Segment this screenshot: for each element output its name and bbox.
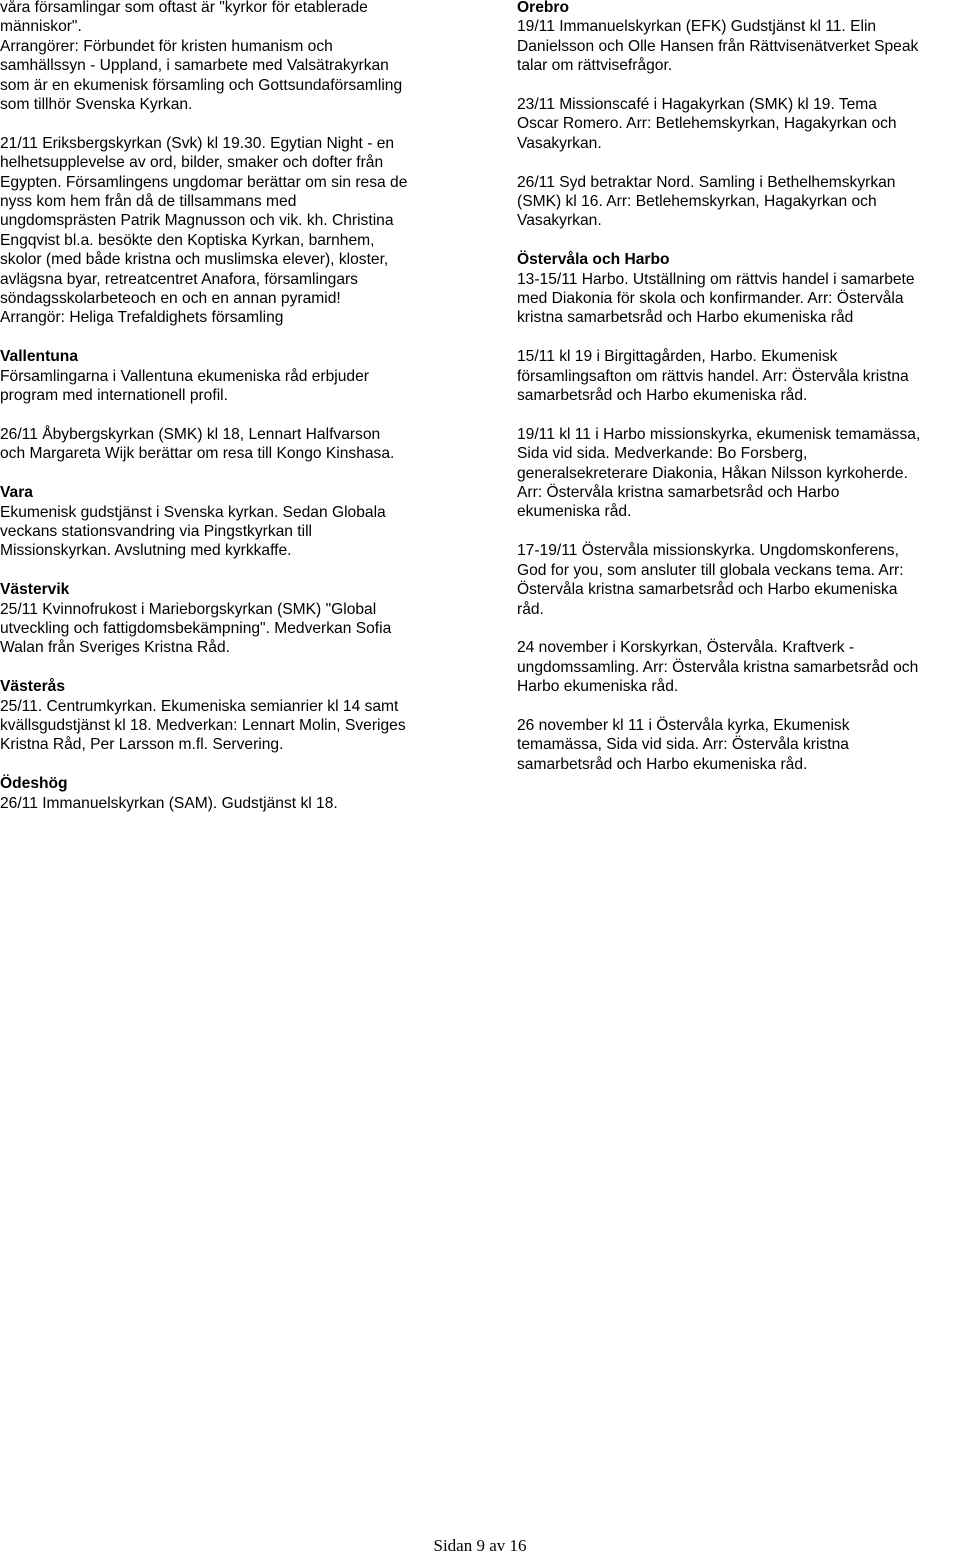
event-paragraph (0, 347, 448, 405)
text-line: Vasakyrkan. (517, 134, 602, 152)
event-paragraph (0, 0, 448, 114)
text-line: med Diakonia för skola och konfirmander. Arr: Östervåla (517, 290, 904, 308)
text-line: Danielsson och Olle Hansen från Rättvisenätverket Speak (517, 37, 919, 55)
event-paragraph (517, 0, 957, 76)
text-line: samarbetsråd och Harbo ekumeniska råd. (517, 755, 808, 773)
text-line: Missionskyrkan. Avslutning med kyrkkaffe. (0, 542, 292, 560)
text-line: 15/11 kl 19 i Birgittagården, Harbo. Ekumenisk (517, 348, 838, 366)
text-line: 23/11 Missionscafé i Hagakyrkan (SMK) kl 19. Tema (517, 96, 877, 114)
event-paragraph (0, 774, 448, 813)
event-paragraph (517, 638, 957, 696)
text-line: Vasakyrkan. (517, 212, 602, 230)
right-column (517, 0, 957, 794)
section-heading: Västervik (0, 581, 70, 599)
text-line: Ekumenisk gudstjänst i Svenska kyrkan. Sedan Globala (0, 503, 386, 521)
section-heading: Vara (0, 484, 33, 502)
event-paragraph (0, 483, 448, 561)
text-line: God for you, som ansluter till globala veckans tema. Arr: (517, 561, 904, 579)
text-line: helhetsupplevelse av ord, bilder, smaker och dofter från (0, 154, 384, 172)
section-heading: Vallentuna (0, 348, 78, 366)
text-line: Sida vid sida. Medverkande: Bo Forsberg, (517, 445, 808, 463)
text-line: Harbo ekumeniska råd. (517, 678, 679, 696)
text-line: som tillhör Svenska Kyrkan. (0, 96, 193, 114)
text-line: Kristna Råd, Per Larsson m.fl. Servering. (0, 736, 284, 754)
text-line: 19/11 kl 11 i Harbo missionskyrka, ekumenisk temamässa, (517, 425, 921, 443)
text-line: (SMK) kl 16. Arr: Betlehemskyrkan, Hagakyrkan och (517, 193, 877, 211)
text-line: 24 november i Korskyrkan, Östervåla. Kraftverk - (517, 639, 855, 657)
text-line: råd. (517, 600, 544, 618)
text-line: ungdomssamling. Arr: Östervåla kristna samarbetsråd och (517, 658, 919, 676)
text-line: Arrangörer: Förbundet för kristen humanism och (0, 37, 333, 55)
text-line: program med internationell profil. (0, 387, 228, 405)
text-line: veckans stationsvandring via Pingstkyrkan till (0, 522, 313, 540)
event-paragraph (517, 347, 957, 405)
text-line: 26/11 Syd betraktar Nord. Samling i Bethelhemskyrkan (517, 173, 896, 191)
section-heading: Ödeshög (0, 775, 68, 793)
text-line: kvällsgudstjänst kl 18. Medverkan: Lennart Molin, Sveriges (0, 716, 406, 734)
text-line: ungdomsprästen Patrik Magnusson och vik. kh. Christina (0, 212, 394, 230)
text-line: talar om rättvisefrågor. (517, 57, 673, 75)
text-line: utveckling och fattigdomsbekämpning". Medverkan Sofia (0, 619, 392, 637)
event-paragraph (517, 250, 957, 328)
page-number: Sidan 9 av 16 (433, 1536, 527, 1555)
event-paragraph (0, 134, 448, 328)
text-line: avlägsna byar, retreatcentret Anafora, församlingars (0, 270, 358, 288)
text-line: ekumeniska råd. (517, 503, 632, 521)
text-line: temamässa, Sida vid sida. Arr: Östervåla kristna (517, 736, 849, 754)
text-line: generalsekreterare Diakonia, Håkan Nilsson kyrkoherde. (517, 464, 908, 482)
section-heading: Västerås (0, 678, 66, 696)
text-line: Arrangör: Heliga Trefaldighets församling (0, 309, 284, 327)
text-line: 25/11 Kvinnofrukost i Marieborgskyrkan (SMK) "Global (0, 600, 377, 618)
text-line: våra församlingar som oftast är "kyrkor för etablerade (0, 0, 368, 16)
section-heading: Örebro (517, 0, 569, 16)
text-line: Östervåla kristna samarbetsråd och Harbo ekumeniska (517, 581, 898, 599)
text-line: 17-19/11 Östervåla missionskyrka. Ungdomskonferens, (517, 542, 899, 560)
text-line: Egypten. Församlingens ungdomar berättar om sin resa de (0, 173, 408, 191)
text-line: 26/11 Immanuelskyrkan (SAM). Gudstjänst kl 18. (0, 794, 338, 812)
text-line: församlingsafton om rättvis handel. Arr: Östervåla kristna (517, 367, 909, 385)
event-paragraph (517, 425, 957, 522)
section-heading: Östervåla och Harbo (517, 251, 670, 269)
text-line: och Margareta Wijk berättar om resa till Kongo Kinshasa. (0, 445, 395, 463)
text-line: samarbetsråd och Harbo ekumeniska råd. (517, 387, 808, 405)
text-line: 26/11 Åbybergskyrkan (SMK) kl 18, Lennart Halfvarson (0, 425, 381, 443)
text-line: söndagsskolarbeteoch en och en annan pyramid! (0, 290, 341, 308)
text-line: 26 november kl 11 i Östervåla kyrka, Ekumenisk (517, 716, 850, 734)
text-line: som är en ekumenisk församling och Gottsundaförsamling (0, 76, 403, 94)
event-paragraph (0, 580, 448, 658)
event-paragraph (517, 716, 957, 774)
text-line: Arr: Östervåla kristna samarbetsråd och Harbo (517, 484, 840, 502)
event-paragraph (517, 173, 957, 231)
text-line: Engqvist bl.a. besökte den Koptiska Kyrkan, barnhem, (0, 231, 375, 249)
text-line: kristna samarbetsråd och Harbo ekumeniska råd (517, 309, 854, 327)
text-line: Församlingarna i Vallentuna ekumeniska råd erbjuder (0, 367, 369, 385)
text-line: nyss kom hem från då de tillsammans med (0, 193, 297, 211)
text-line: 19/11 Immanuelskyrkan (EFK) Gudstjänst kl 11. Elin (517, 18, 877, 36)
left-column (0, 0, 448, 832)
event-paragraph (517, 541, 957, 619)
text-line: 21/11 Eriksbergskyrkan (Svk) kl 19.30. Egytian Night - en (0, 134, 395, 152)
text-line: samhällssyn - Uppland, i samarbete med Valsätrakyrkan (0, 57, 389, 75)
text-line: Walan från Sveriges Kristna Råd. (0, 639, 230, 657)
event-paragraph (0, 677, 448, 755)
text-line: 25/11. Centrumkyrkan. Ekumeniska semianrier kl 14 samt (0, 697, 399, 715)
event-paragraph (517, 95, 957, 153)
event-paragraph (0, 425, 448, 464)
text-line: 13-15/11 Harbo. Utställning om rättvis handel i samarbete (517, 270, 915, 288)
text-line: människor". (0, 18, 82, 36)
text-line: skolor (med både kristna och muslimska elever), kloster, (0, 251, 389, 269)
text-line: Oscar Romero. Arr: Betlehemskyrkan, Hagakyrkan och (517, 115, 897, 133)
